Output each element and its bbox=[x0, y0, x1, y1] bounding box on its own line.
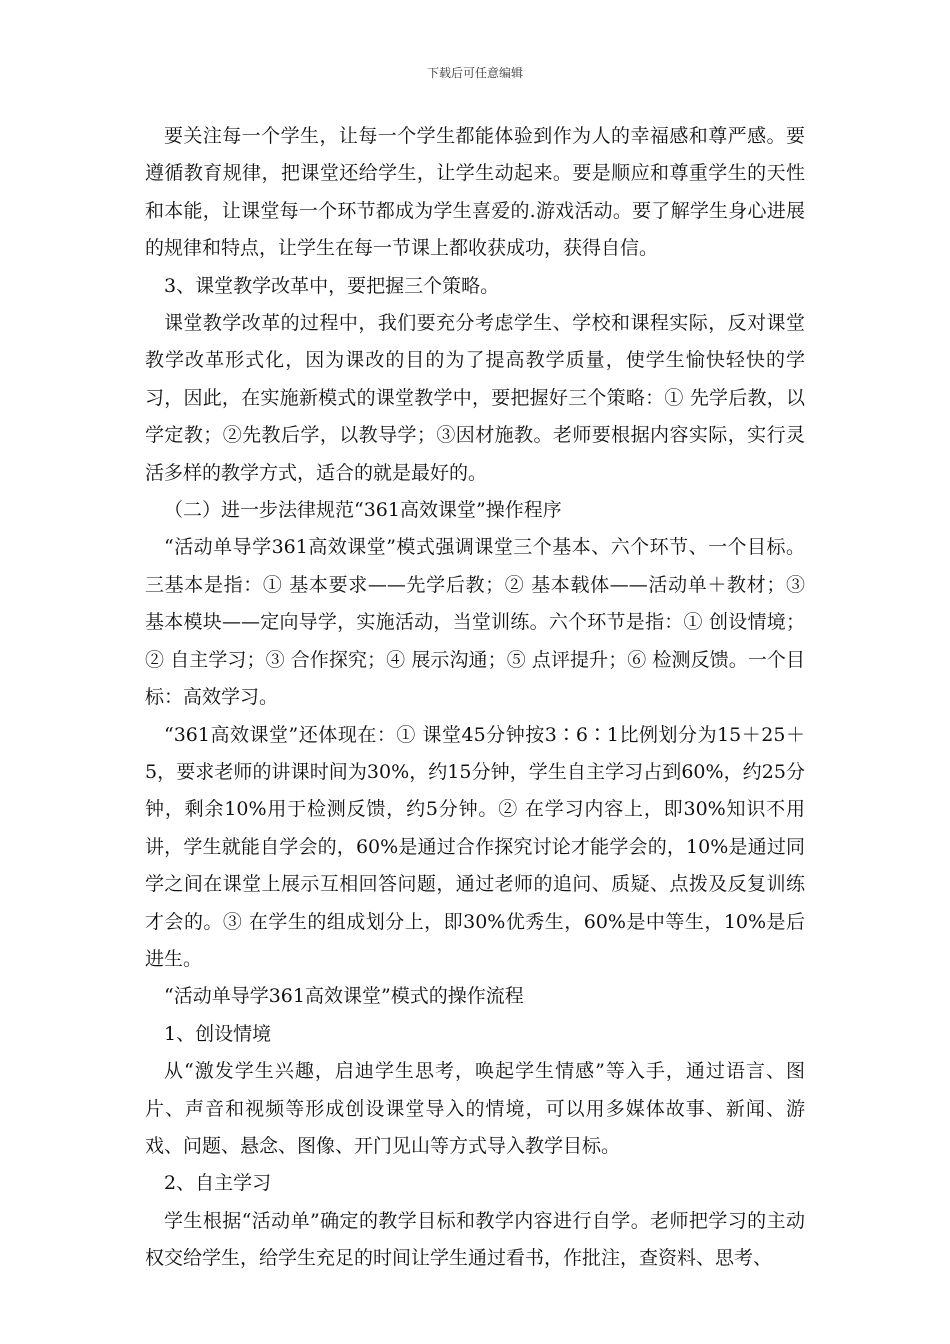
section-heading: “活动单导学361高效课堂”模式的操作流程 bbox=[164, 985, 524, 1008]
paragraph: 课堂教学改革的过程中，我们要充分考虑学生、学校和课程实际，反对课堂教学改革形式化，因为课改的目的为了提高教学质量，使学生愉快轻快的学习，因此，在实施新模式的课堂教学中，要把握好三个策略：① 先学后教，以学定教；②先教后学，以教导学；③因材施教。老师要根据内容实际，实行灵活多样的教学方式，适合的就是最好的。 bbox=[145, 312, 805, 484]
paragraph: 要关注每一个学生，让每一个学生都能体验到作为人的幸福感和尊严感。要遵循教育规律，把课堂还给学生，让学生动起来。要是顺应和尊重学生的天性和本能，让课堂每一个环节都成为学生喜爱的.游戏活动。要了解学生身心进展的规律和特点，让学生在每一节课上都收获成功，获得自信。 bbox=[145, 125, 805, 260]
document-body bbox=[145, 118, 805, 1278]
paragraph: 学生根据“活动单”确定的教学目标和教学内容进行自学。老师把学习的主动权交给学生，给学生充足的时间让学生通过看书，作批注，查资料、思考、 bbox=[145, 1209, 805, 1270]
paragraph: “361高效课堂”还体现在：① 课堂45分钟按3∶6∶1比例划分为15＋25＋5，要求老师的讲课时间为30%，约15分钟，学生自主学习占到60%，约25分钟，剩余10%用于检测反馈，约5分钟。② 在学习内容上，即30%知识不用讲，学生就能自学会的，60%是通过合作探究讨论才能学会的，10%是通过同学之间在课堂上展示互相回答问题，通过老师的追问、质疑、点拨及反复训练才会的。③ 在学生的组成划分上，即30%优秀生，60%是中等生，10%是后进生。 bbox=[145, 723, 805, 970]
section-heading: 1、创设情境 bbox=[164, 1022, 272, 1045]
section-heading: 3、课堂教学改革中，要把握三个策略。 bbox=[164, 274, 500, 297]
paragraph: 从“激发学生兴趣，启迪学生思考，唤起学生情感”等入手，通过语言、图片、声音和视频等形成创设课堂导入的情境，可以用多媒体故事、新闻、游戏、问题、悬念、图像、开门见山等方式导入教学目标。 bbox=[145, 1060, 805, 1157]
page-header: 下载后可任意编辑 bbox=[426, 66, 523, 80]
section-heading: （二）进一步法律规范“361高效课堂”操作程序 bbox=[164, 499, 562, 522]
paragraph: “活动单导学361高效课堂”模式强调课堂三个基本、六个环节、一个目标。三基本是指：① 基本要求——先学后教；② 基本载体——活动单＋教材；③ 基本模块——定向导学，实施活动，当堂训练。六个环节是指：① 创设情境；② 自主学习；③ 合作探究；④ 展示沟通；⑤ 点评提升；⑥ 检测反馈。一个目标：高效学习。 bbox=[145, 536, 805, 709]
section-heading: 2、自主学习 bbox=[164, 1172, 272, 1195]
